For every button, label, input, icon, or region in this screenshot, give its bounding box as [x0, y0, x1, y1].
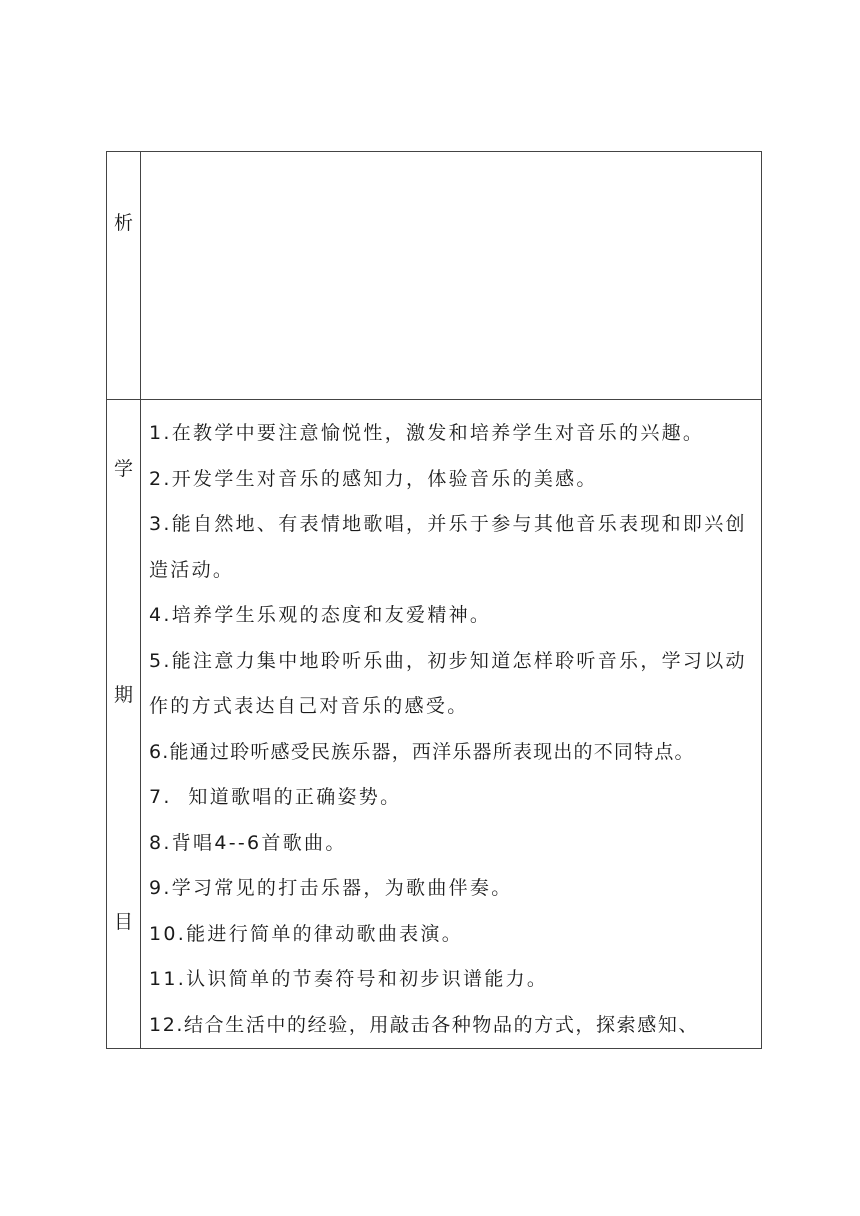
goal-item: 7. 知道歌唱的正确姿势。 — [149, 786, 402, 808]
plan-table — [106, 151, 762, 1049]
goal-item: 2.开发学生对音乐的感知力，体验音乐的美感。 — [149, 467, 598, 490]
analysis-label: 析 — [113, 212, 133, 234]
goals-content-cell — [141, 400, 762, 1049]
goal-item: 11.认识简单的节奏符号和初步识谱能力。 — [149, 968, 549, 990]
goal-item: 3.能自然地、有表情地歌唱，并乐于参与其他音乐表现和即兴创造活动。 — [149, 513, 747, 581]
goal-item: 6.能通过聆听感受民族乐器，西洋乐器所表现出的不同特点。 — [149, 740, 695, 763]
goal-item: 10.能进行简单的律动歌曲表演。 — [149, 922, 464, 945]
goals-label-char: 期 — [113, 684, 133, 706]
analysis-row — [107, 152, 762, 400]
goals-list — [141, 400, 761, 1048]
goal-item: 12.结合生活中的经验，用敲击各种物品的方式，探索感知、 — [149, 1013, 700, 1036]
goal-item: 9.学习常见的打击乐器，为歌曲伴奏。 — [149, 877, 513, 899]
goal-item: 8.背唱4--6首歌曲。 — [149, 831, 347, 854]
goal-item: 5.能注意力集中地聆听乐曲，初步知道怎样聆听音乐，学习以动作的方式表达自己对音乐的感受。 — [149, 649, 747, 717]
goals-label-cell — [107, 400, 141, 1049]
goals-label-char: 学 — [113, 458, 133, 480]
analysis-content-cell — [141, 152, 762, 400]
goal-item: 4.培养学生乐观的态度和友爱精神。 — [149, 604, 492, 626]
goal-item: 1.在教学中要注意愉悦性，激发和培养学生对音乐的兴趣。 — [149, 422, 705, 444]
goals-row — [107, 400, 762, 1049]
analysis-label-cell — [107, 152, 141, 400]
goals-label-char: 目 — [113, 911, 133, 933]
